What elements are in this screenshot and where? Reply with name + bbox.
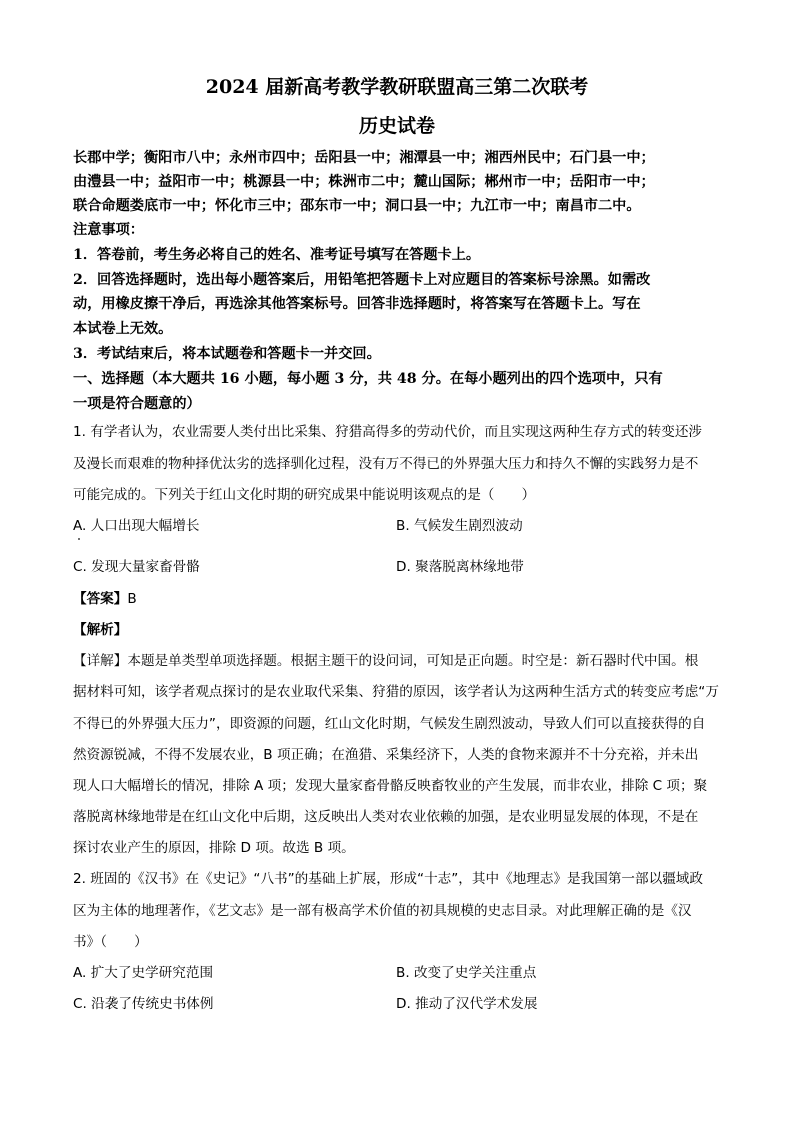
q2-stem-line-3: 书》（ ） xyxy=(73,934,148,950)
notice-line-1: 1．答卷前，考生务必将自己的姓名、准考证号填写在答题卡上。 xyxy=(73,247,481,263)
school-list-line-3: 联合命题娄底市一中；怀化市三中；邵东市一中；洞口县一中；九江市一中；南昌市二中。 xyxy=(73,198,641,214)
q1-detail-line-3: 不得已的外界强大压力”，即资源的问题，红山文化时期，气候发生剧烈波动，导致人们可以直接获得的自 xyxy=(73,716,706,732)
notice-line-3: 动，用橡皮擦干净后，再选涂其他答案标号。回答非选择题时，将答案写在答题卡上。写在 xyxy=(73,296,641,312)
q1-detail-line-1: 【详解】本题是单类型单项选择题。根据主题干的设问词，可知是正向题。时空是：新石器时代中国。根 xyxy=(73,653,699,669)
q1-stem-line-2: 及漫长而艰难的物种择优汰劣的选择驯化过程，没有万不得已的外界强大压力和持久不懈的实践努力是不 xyxy=(73,456,699,472)
q1-detail-line-7: 探讨农业产生的原因，排除 D 项。故选 B 项。 xyxy=(73,840,355,856)
answer-label: 【答案】 xyxy=(73,591,128,607)
section-heading-line-1: 一、选择题（本大题共 16 小题，每小题 3 分，共 48 分。在每小题列出的四个选项中，只有 xyxy=(73,371,663,387)
q2-option-a: A. 扩大了史学研究范围 xyxy=(73,965,214,981)
q1-answer xyxy=(73,588,137,610)
q1-option-a: A. 人口出现大幅增长 xyxy=(73,518,200,534)
exam-subject: 历史试卷 xyxy=(358,115,435,137)
stray-mark xyxy=(78,538,80,540)
exam-title: 2024 届新高考教学教研联盟高三第二次联考 xyxy=(205,76,589,98)
q2-option-c: C. 沿袭了传统史书体例 xyxy=(73,996,214,1012)
q1-detail-line-4: 然资源锐减，不得不发展农业，B 项正确；在渔猎、采集经济下，人类的食物来源并不十分充裕，并未出 xyxy=(73,747,699,763)
q1-option-d: D. 聚落脱离林缘地带 xyxy=(396,559,524,575)
notice-line-5: 3．考试结束后，将本试题卷和答题卡一并交回。 xyxy=(73,346,381,362)
q2-stem-line-2: 区为主体的地理著作，《艺文志》是一部有极高学术价值的初具规模的史志目录。对此理解正确的是《汉 xyxy=(73,903,692,919)
q2-stem-line-1: 2. 班固的《汉书》在《史记》“八书”的基础上扩展，形成“十志”，其中《地理志》是我国第一部以疆域政 xyxy=(73,871,703,887)
q1-option-b: B. 气候发生剧烈波动 xyxy=(396,518,523,534)
notice-heading: 注意事项： xyxy=(73,222,144,238)
q1-option-c: C. 发现大量家畜骨骼 xyxy=(73,559,200,575)
q1-detail-line-6: 落脱离林缘地带是在红山文化中后期，这反映出人类对农业依赖的加强，是农业明显发展的体现，不是在 xyxy=(73,809,699,825)
q1-detail-line-2: 据材料可知，该学者观点探讨的是农业取代采集、狩猎的原因，该学者认为这两种生活方式的转变应考虑“万 xyxy=(73,684,719,700)
q1-analysis-label: 【解析】 xyxy=(73,622,128,638)
q1-detail-line-5: 现人口大幅增长的情况，排除 A 项；发现大量家畜骨骼反映畜牧业的产生发展，而非农业，排除 C 项；聚 xyxy=(73,778,708,794)
q1-stem-line-3: 可能完成的。下列关于红山文化时期的研究成果中能说明该观点的是（ ） xyxy=(73,487,536,503)
notice-line-2: 2．回答选择题时，选出每小题答案后，用铅笔把答题卡上对应题目的答案标号涂黑。如需改 xyxy=(73,272,651,288)
notice-line-4: 本试卷上无效。 xyxy=(73,321,173,337)
section-heading-line-2: 一项是符合题意的） xyxy=(73,396,201,412)
q1-stem-line-1: 1. 有学者认为，农业需要人类付出比采集、狩猎高得多的劳动代价，而且实现这两种生存方式的转变还涉 xyxy=(73,424,703,440)
answer-value: B xyxy=(127,591,137,607)
school-list-line-1: 长郡中学；衡阳市八中；永州市四中；岳阳县一中；湘潭县一中；湘西州民中；石门县一中； xyxy=(73,150,655,166)
school-list-line-2: 由澧县一中；益阳市一中；桃源县一中；株洲市二中；麓山国际；郴州市一中；岳阳市一中； xyxy=(73,174,655,190)
q2-option-b: B. 改变了史学关注重点 xyxy=(396,965,537,981)
q2-option-d: D. 推动了汉代学术发展 xyxy=(396,996,538,1012)
